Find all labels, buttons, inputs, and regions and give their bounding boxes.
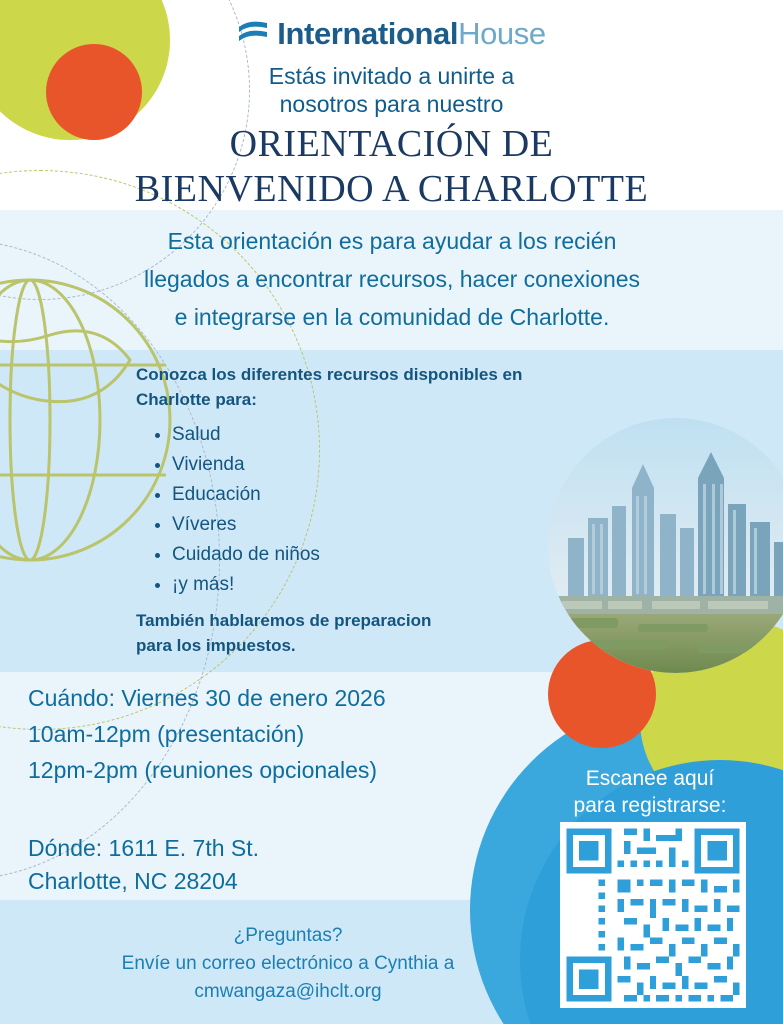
subtitle-line-2: llegados a encontrar recursos, hacer conexiones <box>143 266 641 292</box>
title-line-1: ORIENTACIÓN DE <box>229 123 554 165</box>
resources-footer-line-1: También hablaremos de preparacion <box>136 611 432 630</box>
event-time-meetings: 12pm-2pm (reuniones opcionales) <box>28 757 378 783</box>
contact-email[interactable]: cmwangaza@ihclt.org <box>194 981 382 1002</box>
title-line-2: BIENVENIDO A CHARLOTTE <box>134 168 649 210</box>
resources-footer <box>136 608 566 658</box>
invite-line-2: nosotros para nuestro <box>279 91 504 117</box>
list-item: • Educación <box>172 480 566 510</box>
qr-caption <box>530 765 770 819</box>
qr-code-icon[interactable] <box>560 822 746 1008</box>
logo-text <box>277 16 545 52</box>
subtitle <box>56 222 728 336</box>
resources-footer-line-2: para los impuestos. <box>136 636 296 655</box>
event-time-presentation: 10am-12pm (presentación) <box>28 721 305 747</box>
logo-text-primary: International <box>277 16 459 51</box>
resources-list <box>172 420 566 600</box>
list-item: • Cuidado de niños <box>172 540 566 570</box>
event-address-line-2: Charlotte, NC 28204 <box>28 868 238 894</box>
list-item: • ¡y más! <box>172 570 566 600</box>
invite-line-1: Estás invitado a unirte a <box>268 63 515 89</box>
subtitle-line-3: e integrarse en la comunidad de Charlotte. <box>174 304 610 330</box>
resources-heading-line-1: Conozca los diferentes recursos disponibles en <box>136 365 523 384</box>
list-item: • Vivienda <box>172 450 566 480</box>
qr-caption-line-2: para registrarse: <box>573 794 727 817</box>
list-item: • Víveres <box>172 510 566 540</box>
resources-heading <box>136 362 566 412</box>
contact-instruction: Envíe un correo electrónico a Cynthia a <box>121 953 455 974</box>
event-datetime <box>28 680 548 788</box>
invite-lines <box>0 62 783 118</box>
event-address-line-1: Dónde: 1611 E. 7th St. <box>28 835 260 861</box>
subtitle-line-1: Esta orientación es para ayudar a los recién <box>167 228 617 254</box>
contact-question: ¿Preguntas? <box>233 925 343 946</box>
event-location <box>28 832 548 898</box>
logo <box>0 16 783 52</box>
page-title <box>0 122 783 212</box>
contact-block <box>28 922 548 1006</box>
wave-lines-icon <box>237 19 271 49</box>
qr-caption-line-1: Escanee aquí <box>585 767 715 790</box>
logo-text-secondary: House <box>458 16 546 51</box>
resources-heading-line-2: Charlotte para: <box>136 390 257 409</box>
list-item: • Salud <box>172 420 566 450</box>
event-date: Cuándo: Viernes 30 de enero 2026 <box>28 685 386 711</box>
resources-block <box>136 362 566 658</box>
